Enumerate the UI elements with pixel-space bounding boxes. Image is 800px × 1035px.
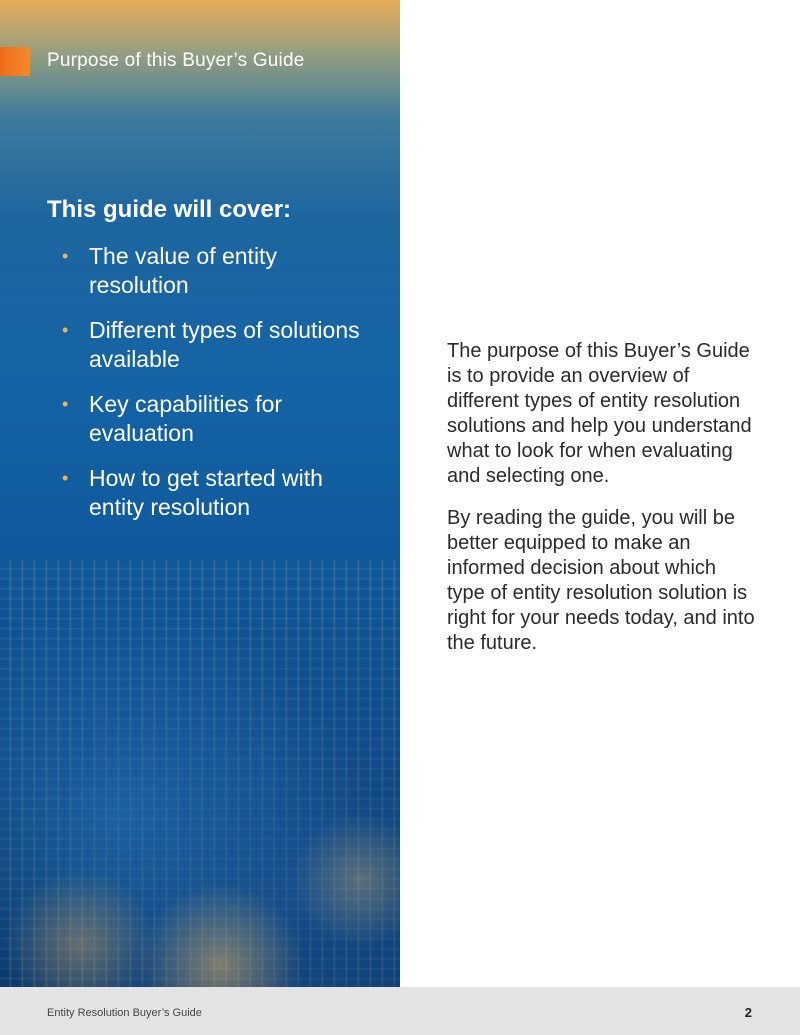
bullet-icon: • (62, 468, 69, 488)
page-footer (0, 987, 800, 1035)
outcome-paragraph: By reading the guide, you will be better equipped to make an informed decision about which type of entity resolution solution is right for your needs today, and into the future. (447, 507, 755, 654)
list-item-text: How to get started with entity resolution (89, 465, 323, 520)
guide-cover-heading: This guide will cover: (47, 196, 292, 223)
digital-matrix-image (0, 560, 400, 987)
list-item (62, 390, 362, 448)
list-item-text: Different types of solutions available (89, 317, 360, 372)
purpose-paragraph: The purpose of this Buyer’s Guide is to provide an overview of different types of entity resolution solutions and help you understand what to look for when evaluating and selecting one. (447, 340, 752, 487)
footer-title: Entity Resolution Buyer’s Guide (47, 1007, 202, 1019)
cover-panel (0, 0, 400, 987)
bullet-icon: • (62, 246, 69, 266)
list-item-text: The value of entity resolution (89, 243, 277, 298)
section-title: Purpose of this Buyer’s Guide (47, 50, 305, 71)
bullet-icon: • (62, 394, 69, 414)
purpose-text (447, 339, 757, 673)
list-item (62, 316, 362, 374)
page-number: 2 (744, 1005, 752, 1020)
list-item (62, 242, 362, 300)
bullet-icon: • (62, 320, 69, 340)
list-item-text: Key capabilities for evaluation (89, 391, 283, 446)
section-marker (0, 47, 30, 76)
list-item (62, 464, 362, 522)
guide-cover-list (62, 242, 362, 538)
